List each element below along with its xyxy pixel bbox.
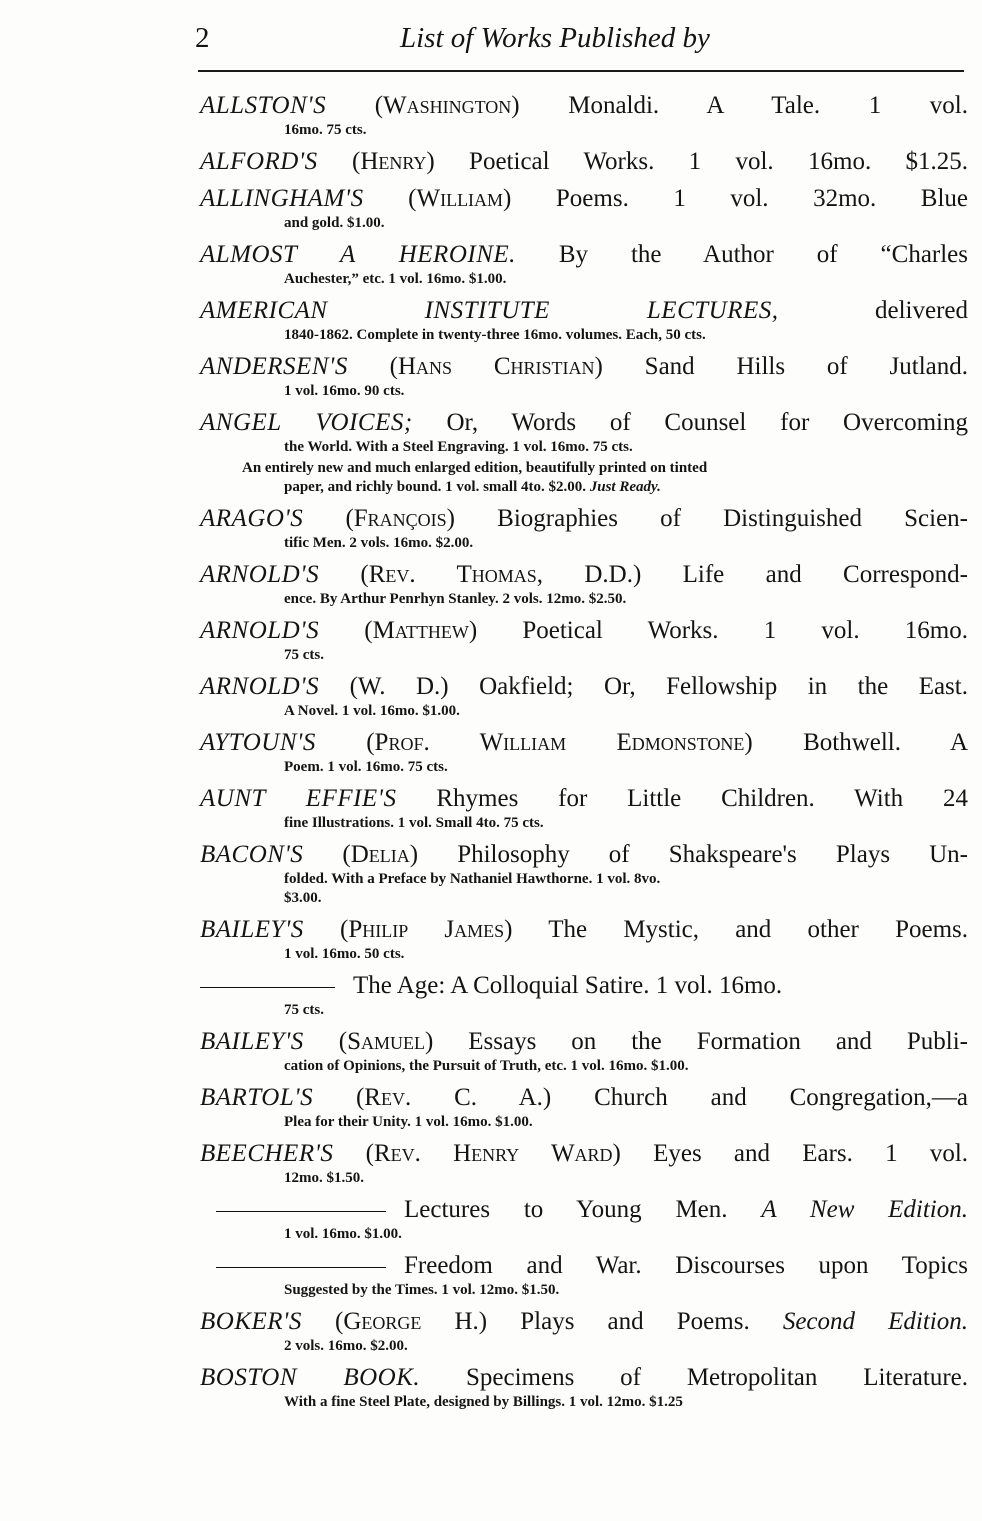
catalog-entry [200,239,968,289]
entry-first-line [200,783,968,814]
author-given-name: (W. D.) [349,673,449,700]
entry-first-line [200,1250,968,1281]
author-name: BEECHER'S [200,1140,334,1167]
entry-price: $3.00. [284,890,322,906]
entry-details: 16mo. 75 cts. [284,122,367,138]
work-title: Freedom and War. Discourses upon Topics [404,1252,968,1279]
catalog-entry [200,970,968,1020]
work-title: Church and Congregation,—a [594,1084,969,1111]
entry-first-line [200,351,968,382]
entry-first-line [200,1138,968,1169]
entry-first-line [200,727,968,758]
work-title: Monaldi. A Tale. 1 vol. [568,92,969,119]
entry-first-line [200,1082,968,1113]
work-title: Plays and Poems. [520,1308,750,1335]
work-title: Rhymes for Little Children. With 24 [436,785,968,812]
author-given-name: (Samuel) [338,1028,434,1055]
catalog-entry [200,727,968,777]
work-title: Essays on the Formation and Publi- [468,1028,968,1055]
notice-status: Just Ready. [589,479,661,495]
entry-first-line [200,1194,968,1225]
entry-details: 1 vol. 16mo. $1.00. [284,1226,402,1242]
work-title: Biographies of Distinguished Scien- [497,505,969,532]
author-name: ALMOST A HEROINE. [200,241,516,268]
entry-details: Plea for their Unity. 1 vol. 16mo. $1.00. [284,1114,533,1130]
catalog-entry [200,1194,968,1244]
catalog-entry [200,503,968,553]
author-name: ALLSTON'S [200,92,327,119]
author-name: BAILEY'S [200,1028,304,1055]
catalog-entry [200,351,968,401]
author-name: BARTOL'S [200,1084,314,1111]
entry-first-line [200,503,968,534]
entry-first-line [200,407,968,438]
entry-details: Auchester,” etc. 1 vol. 16mo. $1.00. [284,271,507,287]
entry-first-line [200,970,968,1001]
work-title: Life and Correspond- [682,561,968,588]
entry-first-line [200,1026,968,1057]
work-title: Poetical Works. 1 vol. 16mo. [522,617,969,644]
catalog-entry [200,671,968,721]
notice-line-2 [242,478,968,497]
entry-first-line [200,146,968,177]
catalog-entry [200,295,968,345]
author-name: ARNOLD'S [200,673,320,700]
author-name: BOKER'S [200,1308,302,1335]
catalog-entry [200,1250,968,1300]
ditto-dash [216,1267,386,1268]
running-title: List of Works Published by [400,22,710,54]
catalog-entry [200,783,968,833]
work-title: Eyes and Ears. 1 vol. [653,1140,969,1167]
author-given-name: (François) [345,505,456,532]
entry-details: Poem. 1 vol. 16mo. 75 cts. [284,759,448,775]
entry-details: cation of Opinions, the Pursuit of Truth, etc. 1 vol. 16mo. $1.00. [284,1058,689,1074]
entry-details: ence. By Arthur Penrhyn Stanley. 2 vols. 12mo. $2.50. [284,591,627,607]
entry-first-line [200,295,968,326]
page-header [195,18,964,62]
author-name: BOSTON BOOK. [200,1364,421,1391]
entry-details: 1 vol. 16mo. 50 cts. [284,946,405,962]
author-given-name: (Matthew) [364,617,478,644]
header-rule [198,70,964,72]
catalog-list [200,90,968,1418]
author-given-name: (Washington) [374,92,520,119]
entry-details: A Novel. 1 vol. 16mo. $1.00. [284,703,460,719]
catalog-entry [200,90,968,140]
author-given-name: (Henry) [352,148,435,175]
author-name: ARNOLD'S [200,617,320,644]
author-name: ARAGO'S [200,505,304,532]
entry-first-line [200,559,968,590]
work-title: Philosophy of Shakspeare's Plays Un- [457,841,969,868]
author-given-name: (Philip James) [340,916,513,943]
author-given-name: (Delia) [342,841,419,868]
author-name: BAILEY'S [200,916,304,943]
entry-details: With a fine Steel Plate, designed by Billings. 1 vol. 12mo. $1.25 [284,1394,683,1410]
work-title: Sand Hills of Jutland. [644,353,969,380]
author-name: ALFORD'S [200,148,318,175]
entry-details: 2 vols. 16mo. $2.00. [284,1338,408,1354]
entry-first-line [200,183,968,214]
entry-details: fine Illustrations. 1 vol. Small 4to. 75 cts. [284,815,544,831]
author-given-name: (Rev. Henry Ward) [365,1140,621,1167]
author-given-name: (Rev. C. A.) [355,1084,552,1111]
entry-first-line [200,90,968,121]
entry-first-line [200,839,968,870]
entry-details: 1 vol. 16mo. 90 cts. [284,383,405,399]
entry-details: folded. With a Preface by Nathaniel Hawthorne. 1 vol. 8vo. [284,871,661,887]
edition-note: A New Edition. [761,1196,969,1223]
entry-first-line [200,615,968,646]
catalog-entry [200,407,968,497]
ditto-dash [216,1211,386,1212]
catalog-entry [200,1082,968,1132]
catalog-entry [200,914,968,964]
work-title: The Age: A Colloquial Satire. 1 vol. 16mo. [353,972,783,999]
catalog-entry [200,146,968,177]
work-title: Specimens of Metropolitan Literature. [466,1364,968,1391]
work-title: Lectures to Young Men. [404,1196,728,1223]
entry-details: 75 cts. [284,647,324,663]
catalog-entry [200,1026,968,1076]
work-title: Poems. 1 vol. 32mo. Blue [555,185,968,212]
author-given-name: (Hans Christian) [389,353,603,380]
entry-first-line [200,671,968,702]
author-name: BACON'S [200,841,304,868]
author-name: ARNOLD'S [200,561,320,588]
entry-first-line [200,239,968,270]
author-name: AMERICAN INSTITUTE LECTURES, [200,297,779,324]
entry-details: Suggested by the Times. 1 vol. 12mo. $1.50. [284,1282,560,1298]
author-name: AYTOUN'S [200,729,316,756]
notice-line: An entirely new and much enlarged edition, beautifully printed on tinted [242,460,708,476]
author-given-name: (Rev. Thomas, D.D.) [360,561,642,588]
author-name: AUNT EFFIE'S [200,785,397,812]
author-name: ANGEL VOICES; [200,409,413,436]
catalog-entry [200,559,968,609]
catalog-entry [200,1306,968,1356]
page-number: 2 [195,22,210,54]
edition-notice [200,459,968,497]
author-given-name: (William) [408,185,512,212]
catalog-entry [200,1138,968,1188]
entry-first-line [200,1362,968,1393]
author-name: ALLINGHAM'S [200,185,364,212]
work-title: Or, Words of Counsel for Overcoming [446,409,969,436]
work-title: Oakfield; Or, Fellowship in the East. [479,673,968,700]
entry-details: 12mo. $1.50. [284,1170,364,1186]
work-title: delivered [875,297,969,324]
ditto-dash [200,987,335,988]
catalog-entry [200,183,968,233]
work-title: By the Author of “Charles [558,241,969,268]
entry-details: 75 cts. [284,1002,324,1018]
entry-details: tific Men. 2 vols. 16mo. $2.00. [284,535,474,551]
catalog-entry [200,615,968,665]
entry-first-line [200,914,968,945]
catalog-entry [200,1362,968,1412]
edition-note: Second Edition. [782,1308,968,1335]
author-given-name: (Prof. William Edmonstone) [366,729,753,756]
notice-text: paper, and richly bound. 1 vol. small 4to. $2.00. [284,479,586,495]
author-name: ANDERSEN'S [200,353,348,380]
catalog-entry [200,839,968,908]
entry-first-line [200,1306,968,1337]
entry-details: 1840-1862. Complete in twenty-three 16mo. volumes. Each, 50 cts. [284,327,706,343]
entry-details: and gold. $1.00. [284,215,385,231]
author-given-name: (George H.) [335,1308,488,1335]
work-title: The Mystic, and other Poems. [548,916,968,943]
work-title: Poetical Works. 1 vol. 16mo. $1.25. [469,148,969,175]
entry-details: the World. With a Steel Engraving. 1 vol. 16mo. 75 cts. [284,439,633,455]
work-title: Bothwell. A [803,729,969,756]
